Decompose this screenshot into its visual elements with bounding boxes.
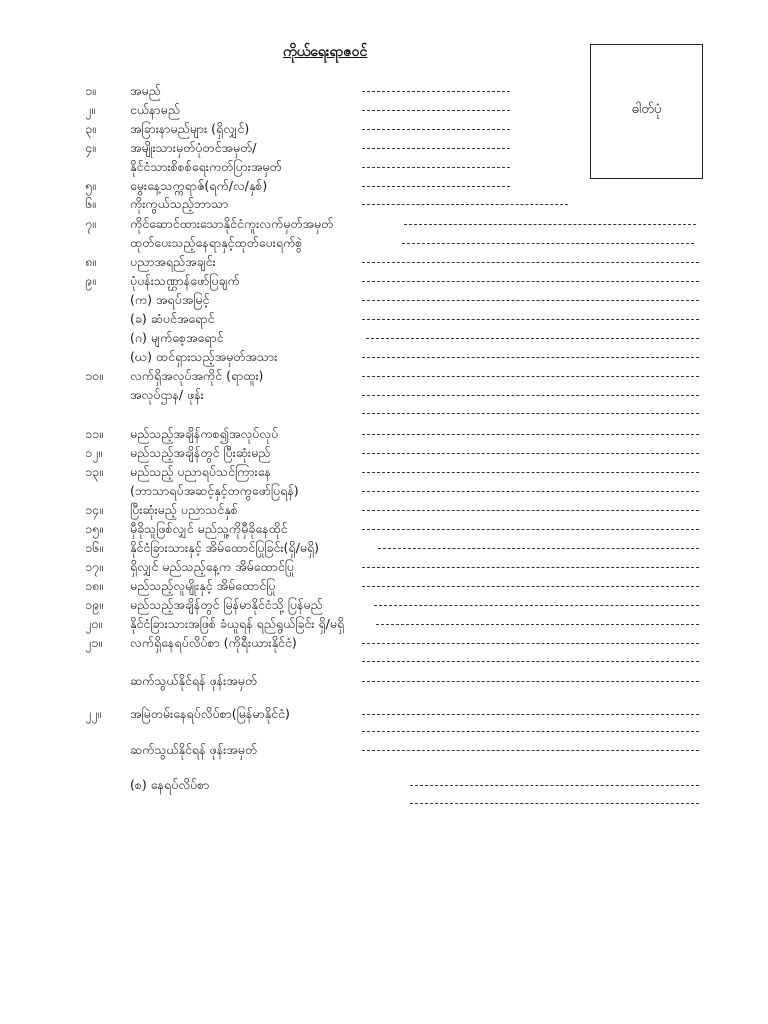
fill-line-other-names[interactable] — [362, 129, 510, 130]
fill-line-date-of-birth[interactable] — [362, 186, 510, 187]
photo-label: ဓါတ်ပုံ — [631, 102, 662, 117]
row-label-name: အမည် — [130, 83, 161, 98]
row-label-home-address: (စ) နေရပ်လိပ်စာ — [130, 777, 210, 792]
row-label-marriage-date: ရှိလျှင် မည်သည့်နေ့က အိမ်ထောင်ပြု — [130, 559, 294, 574]
row-label-study-subject: မည်သည့် ပညာရပ်သင်ကြားနေ — [130, 464, 271, 479]
row-label-completion-year: ပြီးဆုံးမည့် ပညာသင်နှစ် — [130, 502, 238, 517]
row-label-other-names: အခြားနာမည်များ (ရှိလျှင်) — [130, 121, 250, 136]
fill-line-distinguishing-mark[interactable] — [362, 357, 699, 358]
row-number: ၁၂။ — [85, 445, 102, 460]
row-label-appearance: ပုံပန်းသဏ္ဌာန်ဖော်ပြချက် — [130, 273, 240, 288]
fill-line-korea-phone[interactable] — [362, 681, 699, 682]
fill-line-marriage-date[interactable] — [362, 567, 699, 568]
row-label-start-work-date: မည်သည့်အချိန်ကစ၍အလုပ်လုပ် — [130, 426, 279, 441]
row-label-education: ပညာအရည်အချင်း — [130, 254, 216, 269]
row-label-eye-color: (ဂ) မျက်စေ့အရောင် — [130, 330, 224, 345]
row-label-nickname: ငယ်နာမည် — [130, 102, 180, 117]
fill-line-height[interactable] — [362, 300, 699, 301]
row-number: ၁၀။ — [85, 368, 103, 383]
fill-line-nickname[interactable] — [362, 110, 510, 111]
row-label-date-of-birth: မွေးနေ့သက္ကရာဇ်(ရက်/လ/နှစ်) — [130, 178, 268, 193]
fill-line-issue-place-date[interactable] — [402, 243, 694, 244]
fill-line-myanmar-phone[interactable] — [362, 750, 699, 751]
row-label-nrc-number: အမျိုးသားမှတ်ပုံတင်အမှတ်/ — [130, 140, 257, 155]
row-number: ၁၆။ — [85, 540, 103, 555]
row-label-religion: ကိုးကွယ်သည့်ဘာသာ — [130, 196, 229, 211]
row-number: ၁၇။ — [85, 559, 103, 574]
fill-line-hair-color[interactable] — [362, 319, 699, 320]
row-number: ၂၀။ — [85, 616, 102, 631]
fill-line-myanmar-address-extra[interactable] — [362, 731, 699, 732]
row-label-issue-place-date: ထုတ်ပေးသည့်နေရာနှင့်ထုတ်ပေးရက်စွဲ — [130, 235, 303, 250]
fill-line-dependent-on[interactable] — [362, 529, 699, 530]
row-label-korea-address: လက်ရှိနေရပ်လိပ်စာ (ကိုရီးယားနိုင်ငံ) — [130, 635, 297, 650]
form-title: ကိုယ်ရေးရာဇဝင် — [283, 44, 368, 60]
row-number: ၁၄။ — [85, 502, 103, 517]
fill-line-subject-level[interactable] — [362, 491, 699, 492]
row-number: ၁၉။ — [85, 597, 103, 612]
row-number: ၇။ — [85, 216, 96, 231]
photo-placeholder-box — [590, 44, 703, 179]
fill-line-home-address[interactable] — [410, 785, 699, 786]
fill-line-study-subject[interactable] — [362, 472, 699, 473]
fill-line-current-job[interactable] — [362, 376, 699, 377]
row-label-citizen-card: နိုင်ငံသားစိစစ်ရေးကတ်ပြားအမှတ် — [130, 159, 282, 174]
row-number: ၁၅။ — [85, 521, 103, 536]
row-number: ၂၂။ — [85, 706, 102, 721]
row-label-height: (က) အရပ်အမြင့် — [130, 292, 210, 307]
row-number: ၃။ — [85, 121, 96, 136]
fill-line-eye-color[interactable] — [366, 338, 699, 339]
fill-line-education[interactable] — [362, 262, 699, 263]
row-label-myanmar-address: အမြဲတမ်းနေရပ်လိပ်စာ(မြန်မာနိုင်ငံ) — [130, 706, 290, 721]
row-label-hair-color: (ခ) ဆံပင်အရောင် — [130, 311, 215, 326]
row-label-subject-level: (ဘာသာရပ်အဆင့်နှင့်တကွဖော်ပြရန်) — [130, 483, 299, 498]
fill-line-passport-number[interactable] — [404, 224, 696, 225]
fill-line-appearance[interactable] — [362, 281, 699, 282]
row-number: ၂၁။ — [85, 635, 102, 650]
fill-line-return-date[interactable] — [374, 605, 699, 606]
fill-line-workplace-phone-extra[interactable] — [362, 413, 699, 414]
fill-line-completion-year[interactable] — [362, 510, 699, 511]
row-label-workplace-phone: အလုပ်ဌာန/ ဖုန်း — [130, 387, 204, 402]
fill-line-foreign-citizenship-intent[interactable] — [376, 624, 699, 625]
row-number: ၁၈။ — [85, 578, 103, 593]
row-number: ၄။ — [85, 140, 96, 155]
row-label-dependent-on: မှီခိုသူဖြစ်လျှင် မည်သူ့ကိုမှီခိုနေထိုင် — [130, 521, 288, 536]
fill-line-nrc-number[interactable] — [362, 148, 510, 149]
fill-line-korea-address[interactable] — [362, 643, 699, 644]
row-number: ၁၃။ — [85, 464, 103, 479]
row-label-end-date: မည်သည့်အချိန်တွင် ပြီးဆုံးမည် — [130, 445, 271, 460]
fill-line-spouse-nationality[interactable] — [362, 586, 699, 587]
fill-line-name[interactable] — [362, 91, 510, 92]
row-number: ၉။ — [85, 273, 96, 288]
row-number: ၈။ — [85, 254, 96, 269]
row-label-spouse-nationality: မည်သည့်လူမျိုးနှင့် အိမ်ထောင်ပြု — [130, 578, 276, 593]
row-label-korea-phone: ဆက်သွယ်နိုင်ရန် ဖုန်းအမှတ် — [130, 673, 258, 688]
row-label-myanmar-phone: ဆက်သွယ်နိုင်ရန် ဖုန်းအမှတ် — [130, 742, 258, 757]
fill-line-home-address-extra[interactable] — [410, 803, 699, 804]
row-number: ၁။ — [85, 83, 96, 98]
row-number: ၁၁။ — [85, 426, 103, 441]
fill-line-married-foreigner[interactable] — [378, 548, 699, 549]
row-label-passport-number: ကိုင်ဆောင်ထားသောနိုင်ငံကူးလက်မှတ်အမှတ် — [130, 216, 334, 231]
fill-line-myanmar-address[interactable] — [362, 714, 699, 715]
row-label-return-date: မည်သည့်အချိန်တွင် မြန်မာနိုင်ငံသို့ ပြန်မည် — [130, 597, 323, 612]
fill-line-religion[interactable] — [362, 204, 568, 205]
row-number: ၂။ — [85, 102, 95, 117]
row-label-married-foreigner: နိုင်ငံခြားသားနှင့် အိမ်ထောင်ပြုခြင်း(ရှိ/မရှိ) — [130, 540, 320, 555]
fill-line-end-date[interactable] — [362, 453, 699, 454]
fill-line-korea-address-extra[interactable] — [362, 661, 699, 662]
fill-line-start-work-date[interactable] — [362, 434, 699, 435]
fill-line-workplace-phone[interactable] — [362, 395, 699, 396]
row-number: ၅။ — [85, 178, 96, 193]
row-label-distinguishing-mark: (ဃ) ထင်ရှားသည့်အမှတ်အသား — [130, 349, 278, 364]
row-number: ၆။ — [85, 196, 96, 211]
fill-line-citizen-card[interactable] — [362, 167, 510, 168]
row-label-current-job: လက်ရှိအလုပ်အကိုင် (ရာထူး) — [130, 368, 264, 383]
row-label-foreign-citizenship-intent: နိုင်ငံခြားသားအဖြစ် ခံယူရန် ရည်ရွယ်ခြင်း ရှိ/မရှိ — [130, 616, 345, 631]
